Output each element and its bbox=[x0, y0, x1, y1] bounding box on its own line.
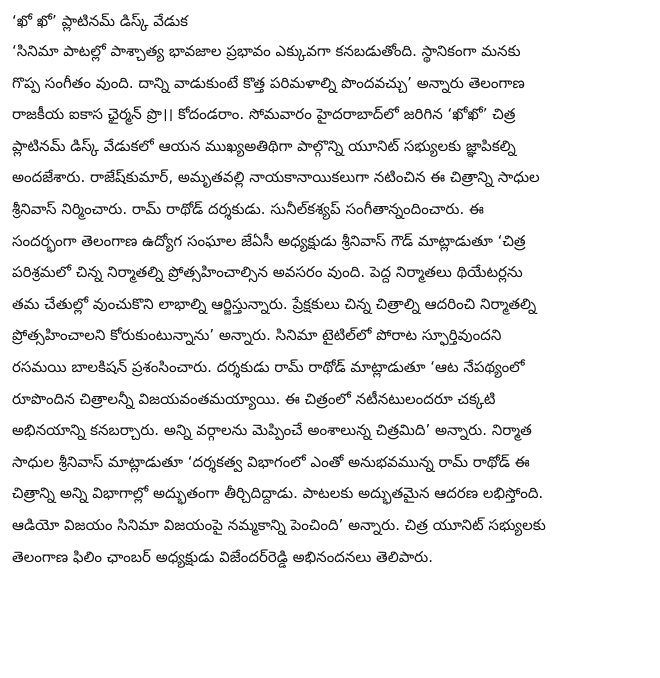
article-line: ప్రోత్సహించాలని కోరుకుంటున్నాను’ అన్నారు. సినిమా టైటిల్‌లో పోరాట స్ఫూర్తివుందని bbox=[12, 326, 502, 345]
article-line: అందజేశారు. రాజేష్‌కుమార్, అమృతవల్లి నాయకానాయికలుగా నటించిన ఈ చిత్రాన్ని సాధుల bbox=[12, 168, 540, 187]
article-line: సాధుల శ్రీనివాస్ మాట్లాడుతూ ‘దర్శకత్వ విభాగంలో ఎంతో అనుభవమున్న రామ్ రాథోడ్ ఈ bbox=[12, 452, 530, 471]
article-body bbox=[12, 36, 648, 573]
article-line: అభినయాన్ని కనబర్చారు. అన్ని వర్గాలను మెప్పించే అంశాలున్న చిత్రమిది’ అన్నారు. నిర్మాత bbox=[12, 421, 532, 440]
article-line: గొప్ప సంగీతం వుంది. దాన్ని వాడుకుంటే కొత్త పరిమళాల్ని పొందవచ్చు’ అన్నారు తెలంగాణ bbox=[12, 73, 525, 92]
article-line: శ్రీనివాస్ నిర్మించారు. రామ్ రాథోడ్ దర్శకుడు. సునీల్‌కశ్యప్ సంగీతాన్నందించారు. ఈ bbox=[12, 199, 484, 218]
article-line: ‘సినిమా పాటల్లో పాశ్చాత్య భావజాల ప్రభావం ఎక్కువగా కనబడుతోంది. స్థానికంగా మనకు bbox=[12, 42, 521, 60]
article-line: తెలంగాణ ఫిలిం ఛాంబర్ అధ్యక్షుడు విజేందర్‌రెడ్డి అభినందనలు తెలిపారు. bbox=[12, 547, 434, 566]
article-line: తమ చేతుల్లో వుంచుకొని లాభాల్ని ఆర్జిస్తున్నారు. ప్రేక్షకులు చిన్న చిత్రాల్ని ఆదరించి నిర్మాతల్ని bbox=[12, 294, 537, 313]
article-line: పరిశ్రమలో చిన్న నిర్మాతల్ని ప్రోత్సహించాల్సిన అవసరం వుంది. పెద్ద నిర్మాతలు థియేటర్లను bbox=[12, 263, 523, 282]
article-line: రూపొందిన చిత్రాలన్నీ విజయవంతమయ్యాయి. ఈ చిత్రంలో నటీనటులందరూ చక్కటి bbox=[12, 389, 496, 408]
article-line: చిత్రాన్ని అన్ని విభాగాల్లో అద్భుతంగా తీర్చిదిద్దాడు. పాటలకు అద్భుతమైన ఆదరణ లభిస్తోంది. bbox=[12, 484, 544, 503]
article-line: రాజకీయ ఐకాస ఛైర్మన్ ప్రొ।। కోదండరాం. సోమవారం హైదరాబాద్‌లో జరిగిన ‘ఖోఖో’ చిత్ర bbox=[12, 105, 516, 124]
article-line: రసమయి బాలకిషన్ ప్రశంసించారు. దర్శకుడు రామ్ రాథోడ్ మాట్లాడుతూ ‘ఆట నేపథ్యంలో bbox=[12, 357, 525, 376]
article-headline: ‘ఖో ఖో’ ప్లాటినమ్ డిస్క్ వేడుక bbox=[12, 12, 188, 30]
article-line: ఆడియో విజయం సినిమా విజయంపై నమ్మకాన్ని పెంచింది’ అన్నారు. చిత్ర యూనిట్ సభ్యులకు bbox=[12, 515, 546, 534]
article-line: సందర్భంగా తెలంగాణ ఉద్యోగ సంఘాల జేఏసీ అధ్యక్షుడు శ్రీనివాస్ గౌడ్ మాట్లాడుతూ ‘చిత్ర bbox=[12, 231, 526, 250]
article-line: ప్లాటినమ్ డిస్క్ వేడుకలో ఆయన ముఖ్యఅతిథిగా పాల్గొన్ని యూనిట్ సభ్యులకు జ్ఞాపికల్ని bbox=[12, 136, 516, 155]
news-article bbox=[12, 6, 648, 573]
